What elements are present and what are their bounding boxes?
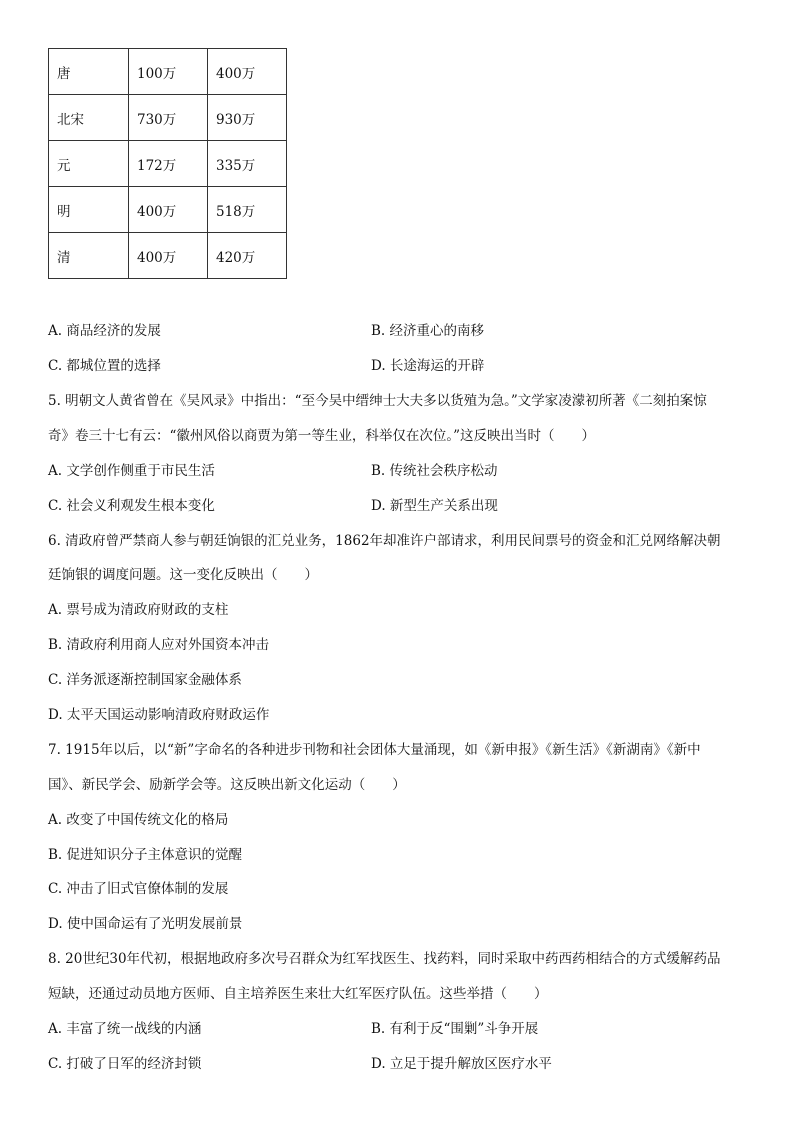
table-cell: 518万 — [208, 187, 287, 233]
table-cell: 172万 — [129, 141, 208, 187]
table-row — [49, 49, 287, 95]
q7-option-b: B. 促进知识分子主体意识的觉醒 — [48, 847, 243, 863]
q5-option-d: D. 新型生产关系出现 — [371, 498, 498, 514]
q5-option-a: A. 文学创作侧重于市民生活 — [48, 463, 215, 479]
q4-option-a: A. 商品经济的发展 — [48, 323, 161, 339]
table-row — [49, 233, 287, 279]
q8-option-a: A. 丰富了统一战线的内涵 — [48, 1021, 202, 1037]
table-cell: 400万 — [129, 187, 208, 233]
table-cell: 明 — [49, 187, 129, 233]
q8-stem-line2: 短缺，还通过动员地方医师、自主培养医生来壮大红军医疗队伍。这些举措（ ） — [48, 986, 548, 1002]
q6-option-c: C. 洋务派逐渐控制国家金融体系 — [48, 672, 242, 688]
table-cell: 清 — [49, 233, 129, 279]
data-table — [48, 48, 287, 279]
table-row — [49, 95, 287, 141]
q6-option-d: D. 太平天国运动影响清政府财政运作 — [48, 707, 270, 723]
table-cell: 730万 — [129, 95, 208, 141]
q5-stem-line2: 奇》卷三十七有云：“徽州风俗以商贾为第一等生业，科举仅在次位。”这反映出当时（ ） — [48, 428, 596, 444]
q8-option-b: B. 有利于反“围剿”斗争开展 — [371, 1021, 539, 1037]
q6-option-a: A. 票号成为清政府财政的支柱 — [48, 602, 229, 618]
q7-stem-line1: 7. 1915年以后，以“新”字命名的各种进步刊物和社会团体大量涌现，如《新申报》《新生活》《新湖南》《新中 — [48, 742, 701, 758]
q6-stem-line1: 6. 清政府曾严禁商人参与朝廷饷银的汇兑业务，1862年却准许户部请求，利用民间票号的资金和汇兑网络解决朝 — [48, 533, 721, 549]
q8-option-d: D. 立足于提升解放区医疗水平 — [371, 1056, 552, 1072]
q4-option-c: C. 都城位置的选择 — [48, 358, 161, 374]
q7-option-a: A. 改变了中国传统文化的格局 — [48, 812, 229, 828]
table-row — [49, 187, 287, 233]
q7-option-d: D. 使中国命运有了光明发展前景 — [48, 916, 243, 932]
q5-option-c: C. 社会义利观发生根本变化 — [48, 498, 215, 514]
table-cell: 930万 — [208, 95, 287, 141]
table-cell: 335万 — [208, 141, 287, 187]
table-cell: 唐 — [49, 49, 129, 95]
q7-stem-line2: 国》、新民学会、励新学会等。这反映出新文化运动（ ） — [48, 777, 406, 793]
q7-option-c: C. 冲击了旧式官僚体制的发展 — [48, 881, 229, 897]
table-cell: 100万 — [129, 49, 208, 95]
q8-stem-line1: 8. 20世纪30年代初，根据地政府多次号召群众为红军找医生、找药料，同时采取中药西药相结合的方式缓解药品 — [48, 951, 721, 967]
table-cell: 400万 — [129, 233, 208, 279]
q4-option-d: D. 长途海运的开辟 — [371, 358, 485, 374]
table-cell: 400万 — [208, 49, 287, 95]
table-cell: 420万 — [208, 233, 287, 279]
q5-option-b: B. 传统社会秩序松动 — [371, 463, 498, 479]
table-cell: 元 — [49, 141, 129, 187]
table-cell: 北宋 — [49, 95, 129, 141]
q5-stem-line1: 5. 明朝文人黄省曾在《吴风录》中指出：“至今吴中缙绅士大夫多以货殖为急。”文学家凌濛初所著《二刻拍案惊 — [48, 393, 707, 409]
q8-option-c: C. 打破了日军的经济封锁 — [48, 1056, 202, 1072]
q4-option-b: B. 经济重心的南移 — [371, 323, 485, 339]
table-row — [49, 141, 287, 187]
q6-stem-line2: 廷饷银的调度问题。这一变化反映出（ ） — [48, 567, 318, 583]
q6-option-b: B. 清政府利用商人应对外国资本冲击 — [48, 637, 270, 653]
